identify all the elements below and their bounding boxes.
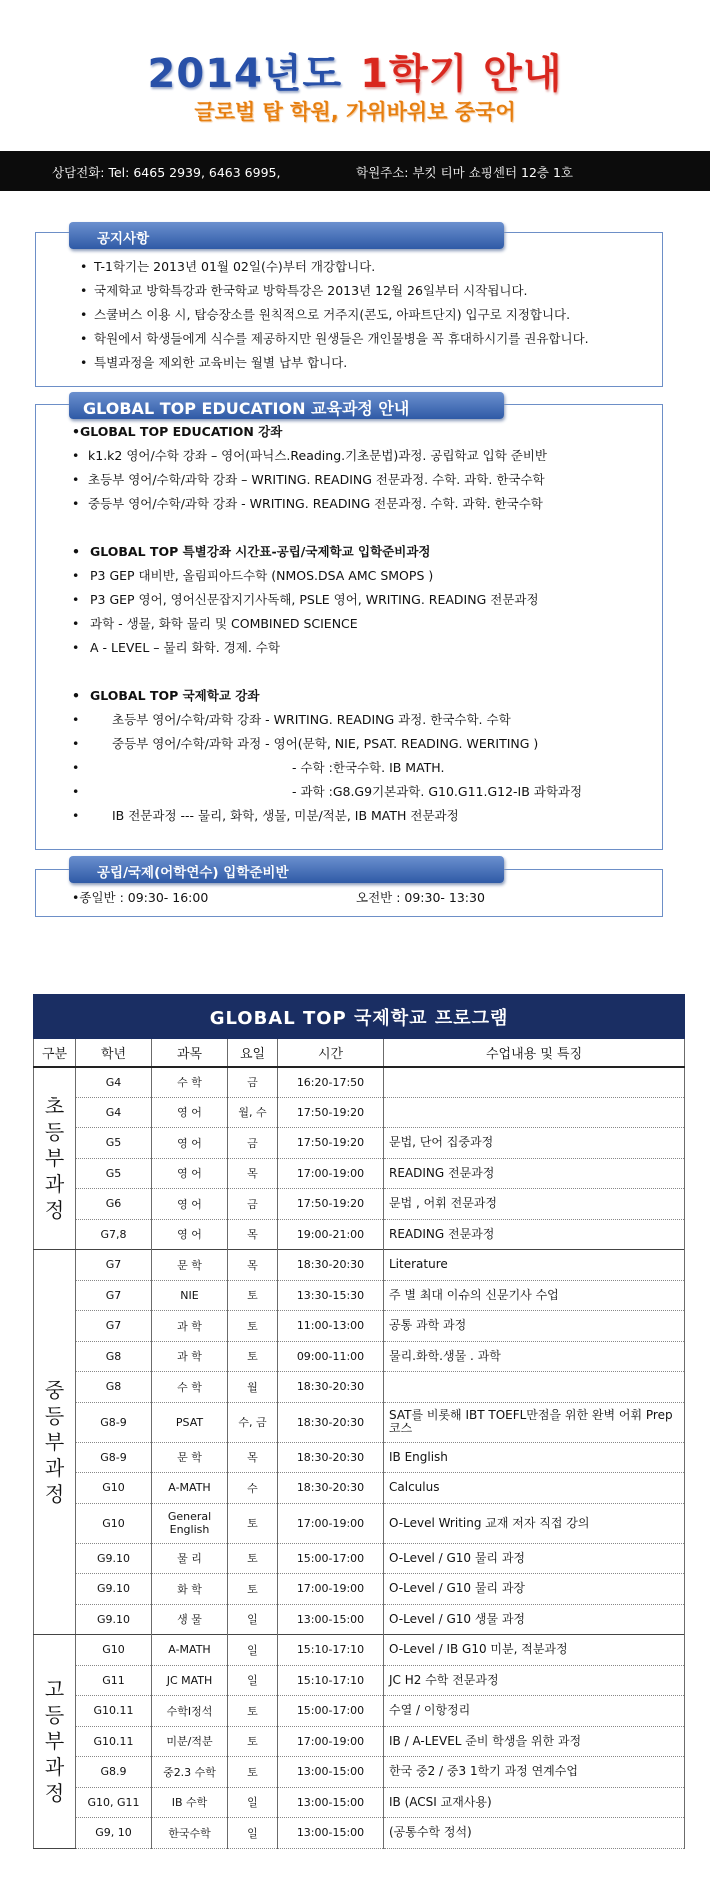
- description-cell: 문법 , 어휘 전문과정: [384, 1189, 685, 1220]
- table-row: [34, 1696, 685, 1727]
- grade-cell: G5: [76, 1128, 152, 1159]
- description-cell: 물리.화학.생물 . 과학: [384, 1341, 685, 1372]
- time-cell: 15:00-17:00: [278, 1696, 384, 1727]
- page-subtitle: 글로벌 탑 학원, 가위바위보 중국어: [194, 100, 516, 124]
- time-cell: 18:30-20:30: [278, 1372, 384, 1403]
- grade-cell: G7: [76, 1250, 152, 1281]
- contact-bar: [0, 151, 710, 191]
- grade-cell: G5: [76, 1158, 152, 1189]
- table-row: [34, 1726, 685, 1757]
- time-cell: 17:50-19:20: [278, 1128, 384, 1159]
- description-cell: Literature: [384, 1250, 685, 1281]
- grade-cell: G7: [76, 1311, 152, 1342]
- time-cell: 18:30-20:30: [278, 1250, 384, 1281]
- notice-list: [80, 255, 660, 375]
- grade-cell: G10: [76, 1635, 152, 1666]
- grade-cell: G9, 10: [76, 1818, 152, 1849]
- description-cell: [384, 1097, 685, 1128]
- header-description: 수업내용 및 특징: [384, 1039, 685, 1067]
- time-cell: 13:00-15:00: [278, 1604, 384, 1635]
- course-item: • 초등부 영어/수학/과학 강좌 – WRITING. READING 전문과정. 수학. 과학. 한국수학: [72, 468, 662, 492]
- day-cell: 토: [228, 1280, 278, 1311]
- description-cell: [384, 1372, 685, 1403]
- subject-cell: 영 어: [152, 1158, 228, 1189]
- program-table: [33, 994, 685, 1849]
- description-cell: 수열 / 이항정리: [384, 1696, 685, 1727]
- subject-cell: PSAT: [152, 1402, 228, 1442]
- time-cell: 18:30-20:30: [278, 1442, 384, 1473]
- time-cell: 17:00-19:00: [278, 1158, 384, 1189]
- time-cell: 11:00-13:00: [278, 1311, 384, 1342]
- day-cell: 토: [228, 1757, 278, 1788]
- header-subject: 과목: [152, 1039, 228, 1067]
- prep-header: 공립/국제(어학연수) 입학준비반: [69, 856, 504, 883]
- subject-cell: NIE: [152, 1280, 228, 1311]
- grade-cell: G9.10: [76, 1574, 152, 1605]
- division-cell: 중 등 부 과 정: [34, 1250, 76, 1635]
- description-cell: READING 전문과정: [384, 1219, 685, 1250]
- time-cell: 17:00-19:00: [278, 1726, 384, 1757]
- grade-cell: G10.11: [76, 1696, 152, 1727]
- subject-cell: 과 학: [152, 1311, 228, 1342]
- table-row: [34, 1503, 685, 1543]
- day-cell: 토: [228, 1311, 278, 1342]
- table-row: [34, 1757, 685, 1788]
- subject-cell: 한국수학: [152, 1818, 228, 1849]
- day-cell: 수: [228, 1473, 278, 1504]
- table-row: [34, 1787, 685, 1818]
- subject-cell: 문 학: [152, 1442, 228, 1473]
- description-cell: O-Level / G10 물리 과정: [384, 1543, 685, 1574]
- description-cell: SAT를 비롯해 IBT TOEFL만점을 위한 완벽 어휘 Prep 코스: [384, 1402, 685, 1442]
- course-section-title: • GLOBAL TOP 특별강좌 시간표-공립/국제학교 입학준비과정: [72, 540, 662, 564]
- subject-cell: 영 어: [152, 1189, 228, 1220]
- grade-cell: G4: [76, 1067, 152, 1098]
- course-content: [72, 420, 662, 828]
- day-cell: 토: [228, 1503, 278, 1543]
- table-row: [34, 1574, 685, 1605]
- contact-tel: 상담전화: Tel: 6465 2939, 6463 6995,: [52, 165, 281, 180]
- day-cell: 목: [228, 1250, 278, 1281]
- table-row: [34, 1097, 685, 1128]
- notice-item: • 국제학교 방학특강과 한국학교 방학특강은 2013년 12월 26일부터 시작됩니다.: [80, 279, 660, 303]
- course-section-title: •GLOBAL TOP EDUCATION 강좌: [72, 424, 283, 439]
- day-cell: 토: [228, 1726, 278, 1757]
- course-section-title: • GLOBAL TOP 국제학교 강좌: [72, 684, 662, 708]
- header-time: 시간: [278, 1039, 384, 1067]
- notice-item: • T-1학기는 2013년 01월 02일(수)부터 개강합니다.: [80, 255, 660, 279]
- subject-cell: A-MATH: [152, 1473, 228, 1504]
- table-row: [34, 1372, 685, 1403]
- title-semester: 1학기 안내: [360, 51, 563, 97]
- day-cell: 수, 금: [228, 1402, 278, 1442]
- description-cell: 주 별 최대 이슈의 신문기사 수업: [384, 1280, 685, 1311]
- day-cell: 목: [228, 1158, 278, 1189]
- time-cell: 19:00-21:00: [278, 1219, 384, 1250]
- subject-cell: 문 학: [152, 1250, 228, 1281]
- notice-item: • 학원에서 학생들에게 식수를 제공하지만 원생들은 개인물병을 꼭 휴대하시기를 권유합니다.: [80, 327, 660, 351]
- table-row: [34, 1402, 685, 1442]
- page-title: [0, 42, 710, 99]
- description-cell: IB / A-LEVEL 준비 학생을 위한 과정: [384, 1726, 685, 1757]
- prep-morning: 오전반 : 09:30- 13:30: [356, 890, 485, 905]
- table-row: [34, 1067, 685, 1098]
- course-item: • - 과학 :G8.G9기본과학. G10.G11.G12-IB 과학과정: [72, 780, 662, 804]
- grade-cell: G4: [76, 1097, 152, 1128]
- description-cell: 공통 과학 과정: [384, 1311, 685, 1342]
- time-cell: 09:00-11:00: [278, 1341, 384, 1372]
- grade-cell: G9.10: [76, 1604, 152, 1635]
- description-cell: (공통수학 정석): [384, 1818, 685, 1849]
- course-item: • 과학 - 생물, 화학 물리 및 COMBINED SCIENCE: [72, 612, 662, 636]
- time-cell: 13:00-15:00: [278, 1818, 384, 1849]
- subject-cell: 영 어: [152, 1128, 228, 1159]
- course-item: • IB 전문과정 --- 물리, 화학, 생물, 미분/적분, IB MATH 전문과정: [72, 804, 662, 828]
- subject-cell: 영 어: [152, 1097, 228, 1128]
- day-cell: 일: [228, 1635, 278, 1666]
- description-cell: IB English: [384, 1442, 685, 1473]
- table-row: [34, 1665, 685, 1696]
- day-cell: 일: [228, 1665, 278, 1696]
- time-cell: 13:00-15:00: [278, 1757, 384, 1788]
- division-cell: 초 등 부 과 정: [34, 1067, 76, 1250]
- grade-cell: G6: [76, 1189, 152, 1220]
- grade-cell: G10: [76, 1503, 152, 1543]
- time-cell: 15:10-17:10: [278, 1665, 384, 1696]
- course-item: • 중등부 영어/수학/과학 과정 - 영어(문학, NIE, PSAT. READING. WERITING ): [72, 732, 662, 756]
- grade-cell: G11: [76, 1665, 152, 1696]
- description-cell: O-Level / G10 생물 과정: [384, 1604, 685, 1635]
- header-division: 구분: [34, 1039, 76, 1067]
- table-row: [34, 1604, 685, 1635]
- course-item: • P3 GEP 영어, 영어신문잡지기사독해, PSLE 영어, WRITING. READING 전문과정: [72, 588, 662, 612]
- division-cell: 고 등 부 과 정: [34, 1635, 76, 1849]
- description-cell: Calculus: [384, 1473, 685, 1504]
- grade-cell: G10.11: [76, 1726, 152, 1757]
- day-cell: 목: [228, 1219, 278, 1250]
- day-cell: 일: [228, 1787, 278, 1818]
- table-row: [34, 1250, 685, 1281]
- time-cell: 18:30-20:30: [278, 1473, 384, 1504]
- subject-cell: JC MATH: [152, 1665, 228, 1696]
- notice-item: • 특별과정을 제외한 교육비는 월별 납부 합니다.: [80, 351, 660, 375]
- description-cell: 한국 중2 / 중3 1학기 과정 연계수업: [384, 1757, 685, 1788]
- time-cell: 15:10-17:10: [278, 1635, 384, 1666]
- course-item: • A - LEVEL – 물리 화학. 경제. 수학: [72, 636, 662, 660]
- day-cell: 월: [228, 1372, 278, 1403]
- time-cell: 13:30-15:30: [278, 1280, 384, 1311]
- table-row: [34, 1543, 685, 1574]
- grade-cell: G8-9: [76, 1442, 152, 1473]
- table-row: [34, 1818, 685, 1849]
- course-item: • 초등부 영어/수학/과학 강좌 - WRITING. READING 과정. 한국수학. 수학: [72, 708, 662, 732]
- grade-cell: G8: [76, 1341, 152, 1372]
- time-cell: 17:00-19:00: [278, 1574, 384, 1605]
- grade-cell: G7: [76, 1280, 152, 1311]
- subject-cell: IB 수학: [152, 1787, 228, 1818]
- subject-cell: 생 물: [152, 1604, 228, 1635]
- contact-address: 학원주소: 부킷 티마 쇼핑센터 12층 1호: [356, 165, 573, 180]
- description-cell: O-Level / IB G10 미분, 적분과정: [384, 1635, 685, 1666]
- table-row: [34, 1280, 685, 1311]
- title-year: 2014년도: [147, 51, 343, 97]
- grade-cell: G7,8: [76, 1219, 152, 1250]
- day-cell: 토: [228, 1341, 278, 1372]
- table-row: [34, 1189, 685, 1220]
- prep-full-day: •종일반 : 09:30- 16:00: [72, 890, 209, 905]
- time-cell: 16:20-17:50: [278, 1067, 384, 1098]
- day-cell: 토: [228, 1574, 278, 1605]
- time-cell: 17:50-19:20: [278, 1189, 384, 1220]
- table-row: [34, 1158, 685, 1189]
- day-cell: 금: [228, 1067, 278, 1098]
- description-cell: READING 전문과정: [384, 1158, 685, 1189]
- subject-cell: 과 학: [152, 1341, 228, 1372]
- time-cell: 17:50-19:20: [278, 1097, 384, 1128]
- notice-header: 공지사항: [69, 222, 504, 249]
- subject-cell: 중2.3 수학: [152, 1757, 228, 1788]
- header-day: 요일: [228, 1039, 278, 1067]
- day-cell: 목: [228, 1442, 278, 1473]
- day-cell: 일: [228, 1604, 278, 1635]
- grade-cell: G8.9: [76, 1757, 152, 1788]
- description-cell: 문법, 단어 집중과정: [384, 1128, 685, 1159]
- grade-cell: G8: [76, 1372, 152, 1403]
- grade-cell: G8-9: [76, 1402, 152, 1442]
- course-item: • 중등부 영어/수학/과학 강좌 - WRITING. READING 전문과정. 수학. 과학. 한국수학: [72, 492, 662, 516]
- course-item: • - 수학 :한국수학. IB MATH.: [72, 756, 662, 780]
- subject-cell: 물 리: [152, 1543, 228, 1574]
- grade-cell: G10, G11: [76, 1787, 152, 1818]
- time-cell: 13:00-15:00: [278, 1787, 384, 1818]
- grade-cell: G9.10: [76, 1543, 152, 1574]
- grade-cell: G10: [76, 1473, 152, 1504]
- day-cell: 일: [228, 1818, 278, 1849]
- day-cell: 금: [228, 1128, 278, 1159]
- description-cell: JC H2 수학 전문과정: [384, 1665, 685, 1696]
- table-row: [34, 1311, 685, 1342]
- subject-cell: 영 어: [152, 1219, 228, 1250]
- table-row: [34, 1128, 685, 1159]
- subject-cell: 미분/적분: [152, 1726, 228, 1757]
- notice-item: • 스쿨버스 이용 시, 탑승장소를 원칙적으로 거주지(콘도, 아파트단지) 입구로 지정합니다.: [80, 303, 660, 327]
- subject-cell: General English: [152, 1503, 228, 1543]
- time-cell: 15:00-17:00: [278, 1543, 384, 1574]
- subject-cell: 수 학: [152, 1372, 228, 1403]
- description-cell: IB (ACSI 교재사용): [384, 1787, 685, 1818]
- day-cell: 금: [228, 1189, 278, 1220]
- table-row: [34, 1635, 685, 1666]
- day-cell: 토: [228, 1696, 278, 1727]
- course-item: • P3 GEP 대비반, 올림피아드수학 (NMOS.DSA AMC SMOPS ): [72, 564, 662, 588]
- table-row: [34, 1219, 685, 1250]
- description-cell: O-Level Writing 교재 저자 직접 강의: [384, 1503, 685, 1543]
- description-cell: [384, 1067, 685, 1098]
- course-header: GLOBAL TOP EDUCATION 교육과정 안내: [69, 392, 504, 419]
- course-item: • k1.k2 영어/수학 강좌 – 영어(파닉스.Reading.기초문법)과정. 공립학교 입학 준비반: [72, 444, 662, 468]
- table-row: [34, 1341, 685, 1372]
- table-row: [34, 1442, 685, 1473]
- day-cell: 월, 수: [228, 1097, 278, 1128]
- time-cell: 18:30-20:30: [278, 1402, 384, 1442]
- subject-cell: 수학Ⅰ정석: [152, 1696, 228, 1727]
- header-grade: 학년: [76, 1039, 152, 1067]
- subject-cell: A-MATH: [152, 1635, 228, 1666]
- program-title: GLOBAL TOP 국제학교 프로그램: [34, 995, 685, 1039]
- table-row: [34, 1473, 685, 1504]
- day-cell: 토: [228, 1543, 278, 1574]
- subject-cell: 수 학: [152, 1067, 228, 1098]
- time-cell: 17:00-19:00: [278, 1503, 384, 1543]
- subject-cell: 화 학: [152, 1574, 228, 1605]
- description-cell: O-Level / G10 물리 과장: [384, 1574, 685, 1605]
